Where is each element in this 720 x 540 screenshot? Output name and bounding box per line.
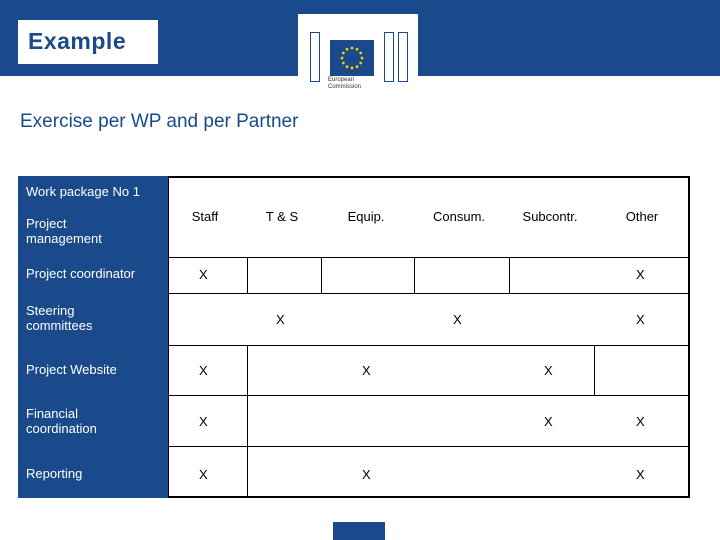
- cell-mark: X: [199, 467, 208, 482]
- logo-text-line1: European: [328, 77, 355, 83]
- slide-title-box: [18, 20, 158, 64]
- eu-stars-icon: [330, 40, 374, 76]
- row-label-panel: [18, 176, 168, 498]
- column-header-equipment: Equip.: [347, 209, 385, 224]
- grid-line: [321, 257, 322, 293]
- cell-mark: X: [636, 467, 645, 482]
- cell-mark: X: [362, 467, 371, 482]
- row-label-project-coordinator: Project coordinator: [26, 266, 136, 281]
- cell-mark: X: [199, 414, 208, 429]
- project-management-label: Project management: [26, 216, 102, 246]
- cell-mark: X: [362, 363, 371, 378]
- cell-mark: X: [199, 363, 208, 378]
- column-header-other: Other: [625, 209, 659, 224]
- grid-line: [594, 345, 595, 395]
- grid-line: [414, 257, 415, 293]
- cell-mark: X: [636, 267, 645, 282]
- cell-mark: X: [544, 363, 553, 378]
- logo-building-left: [310, 32, 320, 82]
- cell-mark: X: [636, 414, 645, 429]
- grid-line: [247, 257, 248, 293]
- slide-title: Example: [28, 28, 127, 54]
- cell-mark: X: [544, 414, 553, 429]
- column-header-subcontracting: Subcontr.: [522, 209, 578, 224]
- slide-subtitle: Exercise per WP and per Partner: [20, 111, 299, 132]
- column-header-consumables: Consum.: [432, 209, 486, 224]
- grid-line: [247, 345, 248, 496]
- cell-mark: X: [636, 312, 645, 327]
- logo-text-line2: Commission: [328, 84, 362, 90]
- row-label-reporting: Reporting: [26, 466, 83, 481]
- cell-mark: X: [199, 267, 208, 282]
- row-label-project-website: Project Website: [26, 362, 117, 377]
- logo-building-right: [384, 32, 394, 82]
- work-package-label: Work package No 1: [26, 184, 140, 199]
- column-header-staff: Staff: [191, 209, 219, 224]
- eu-flag-icon: [330, 40, 374, 76]
- cell-mark: X: [276, 312, 285, 327]
- logo-text: [328, 77, 361, 91]
- logo-building-far-right: [398, 32, 408, 82]
- row-label-steering-committees: Steering committees: [26, 303, 93, 333]
- cell-mark: X: [453, 312, 462, 327]
- european-commission-logo: [298, 14, 418, 102]
- grid-line: [169, 293, 689, 294]
- row-label-financial-coordination: Financial coordination: [26, 406, 97, 436]
- column-header-travel: T & S: [265, 209, 299, 224]
- allocation-grid: [168, 176, 690, 498]
- footer-tab: [333, 522, 385, 540]
- grid-line: [509, 257, 510, 293]
